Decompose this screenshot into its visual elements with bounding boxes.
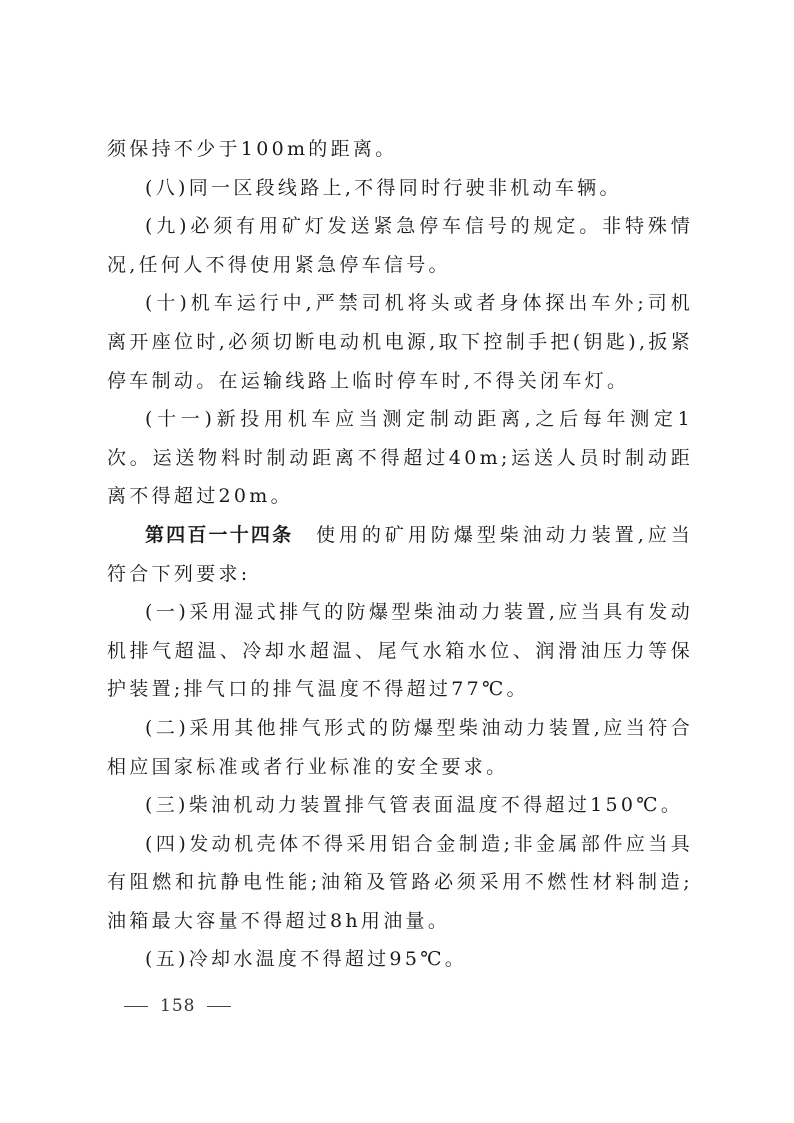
article-414 <box>107 516 693 593</box>
paragraph-item-1: (一)采用湿式排气的防爆型柴油动力装置,应当具有发动机排气超温、冷却水超温、尾气水箱水位、润滑油压力等保护装置;排气口的排气温度不得超过77℃。 <box>107 601 693 701</box>
paragraph-item-5: (五)冷却水温度不得超过95℃。 <box>145 948 468 971</box>
paragraph-item-11: (十一)新投用机车应当测定制动距离,之后每年测定1次。运送物料时制动距离不得超过40m;运送人员时制动距离不得超过20m。 <box>107 408 693 508</box>
paragraph-item-8: (八)同一区段线路上,不得同时行驶非机动车辆。 <box>145 176 622 199</box>
footer-dash-left <box>124 1006 148 1007</box>
document-body <box>107 130 693 979</box>
paragraph-continuation: 须保持不少于100m的距离。 <box>107 138 398 160</box>
article-heading: 第四百一十四条 <box>145 523 294 546</box>
paragraph-item-9: (九)必须有用矿灯发送紧急停车信号的规定。非特殊情况,任何人不得使用紧急停车信号。 <box>107 215 693 276</box>
paragraph-item-3: (三)柴油机动力装置排气管表面温度不得超过150℃。 <box>145 794 684 817</box>
footer-dash-right <box>207 1006 231 1007</box>
page-number: 158 <box>160 996 196 1016</box>
page-footer <box>112 996 243 1016</box>
paragraph-item-10: (十)机车运行中,严禁司机将头或者身体探出车外;司机离开座位时,必须切断电动机电源,取下控制手把(钥匙),扳紧停车制动。在运输线路上临时停车时,不得关闭车灯。 <box>107 292 693 392</box>
paragraph-item-4: (四)发动机壳体不得采用铝合金制造;非金属部件应当具有阻燃和抗静电性能;油箱及管路必须采用不燃性材料制造;油箱最大容量不得超过8h用油量。 <box>107 832 693 932</box>
article-body: 使用的矿用防爆型柴油动力装置,应当符合下列要求: <box>107 523 693 585</box>
paragraph-item-2: (二)采用其他排气形式的防爆型柴油动力装置,应当符合相应国家标准或者行业标准的安全要求。 <box>107 716 693 778</box>
